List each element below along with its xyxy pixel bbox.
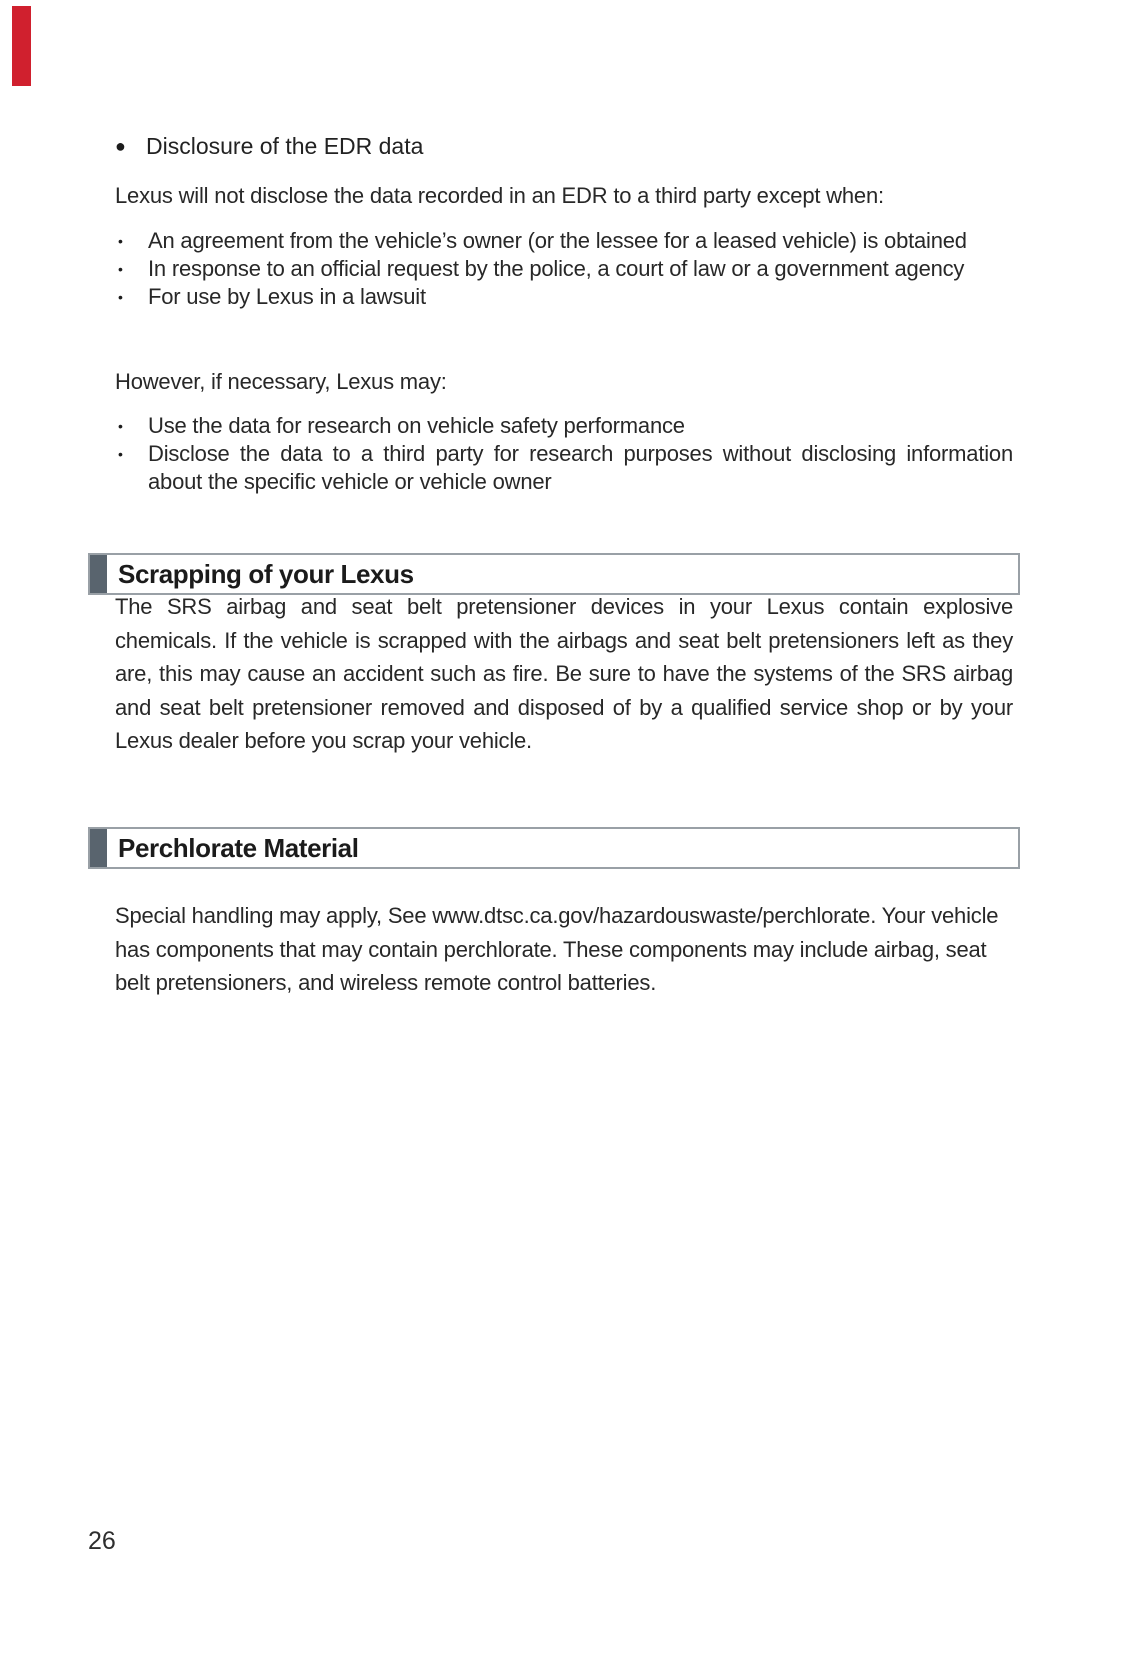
dot-bullet-icon: • (118, 261, 123, 277)
list-item-text: An agreement from the vehicle’s owner (or the lessee for a leased vehicle) is obtained (148, 228, 967, 253)
list-item-text: Use the data for research on vehicle safety performance (148, 413, 685, 438)
dot-bullet-icon: • (118, 289, 123, 305)
edr-intro-text: Lexus will not disclose the data recorded in an EDR to a third party except when: (115, 183, 884, 208)
edr-disclosure-title-text: Disclosure of the EDR data (146, 133, 424, 159)
list-item (115, 255, 1013, 283)
heading-accent-bar (90, 555, 107, 593)
edr-disclosure-title (115, 132, 1015, 160)
list-item-text: In response to an official request by the police, a court of law or a government agency (148, 256, 965, 281)
list-item-text: For use by Lexus in a lawsuit (148, 284, 426, 309)
edr-conditions-list (115, 227, 1013, 311)
dot-bullet-icon: • (118, 418, 123, 434)
page-number: 26 (88, 1527, 116, 1555)
heading-accent-bar (90, 829, 107, 867)
edr-however-note: However, if necessary, Lexus may: (115, 369, 447, 394)
dot-bullet-icon: • (118, 446, 123, 462)
section-heading-label: Scrapping of your Lexus (118, 558, 414, 589)
dot-bullet-icon: • (118, 233, 123, 249)
list-item (115, 440, 1013, 496)
perchlorate-body-paragraph: Special handling may apply, See www.dtsc.ca.gov/hazardouswaste/perchlorate. Your vehicle has components that may contain perchlorate. These components may include airbag, seat belt pretensioners, and wireless remote control batteries. (115, 903, 999, 995)
filled-circle-bullet-icon: ● (115, 136, 126, 156)
list-item-text: Disclose the data to a third party for research purposes without disclosing information about the specific vehicle or vehicle owner (148, 441, 1013, 494)
section-heading-perchlorate (88, 827, 1020, 869)
red-corner-tab (12, 6, 31, 86)
list-item (115, 412, 1013, 440)
section-heading-scrapping (88, 553, 1020, 595)
edr-permitted-uses-list (115, 412, 1013, 496)
list-item (115, 283, 1013, 311)
section-heading-label: Perchlorate Material (118, 832, 359, 863)
list-item (115, 227, 1013, 255)
scrapping-body-paragraph: The SRS airbag and seat belt pretensioner devices in your Lexus contain explosive chemicals. If the vehicle is scrapped with the airbags and seat belt pretensioners left as they are, this may cause an accident such as fire. Be sure to have the systems of the SRS airbag and seat belt pretensioner removed and disposed of by a qualified service shop or by your Lexus dealer before you scrap your vehicle. (115, 594, 1013, 753)
